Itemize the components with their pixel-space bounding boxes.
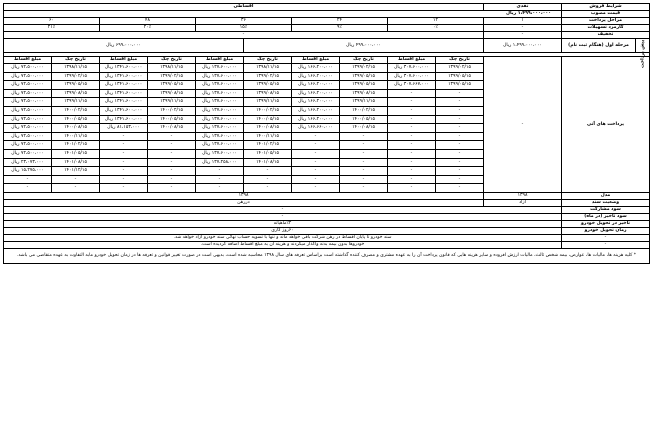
installment-date: ۱۴۰۰/۱۱/۱۵	[52, 132, 100, 141]
currency-unit: ریال	[202, 65, 211, 71]
installment-amount: -	[388, 141, 436, 150]
amount-value: ۱۳۷،۶۰۰،۰۰۰	[211, 90, 237, 96]
installment-date: -	[148, 167, 196, 176]
installment-col-head: مبلغ اقساط	[196, 57, 244, 64]
delay-penalty-value: -	[4, 213, 562, 220]
installment-date: ۱۴۰۰/۰۲/۱۵	[52, 106, 100, 115]
installment-amount: -	[100, 158, 148, 167]
currency-unit: ریال	[298, 99, 307, 105]
amount-value: ۱۶۶،۲۰۰،۰۰۰	[307, 82, 333, 88]
currency-unit: ریال	[298, 82, 307, 88]
installment-amount	[196, 106, 244, 115]
installment-amount	[4, 167, 52, 176]
amount-value: ۱۳۷،۶۰۰،۰۰۰	[211, 125, 237, 131]
installment-date: -	[436, 141, 484, 150]
installment-date: ۱۳۹۹/۰۲/۱۵	[148, 72, 196, 81]
amount-value: ۷۲،۵۰۰،۰۰۰	[20, 116, 44, 122]
amount-value: ۷۲،۵۰۰،۰۰۰	[20, 151, 44, 157]
installment-col-head: تاریخ چک	[436, 57, 484, 64]
installment-amount	[4, 81, 52, 90]
installment-date: ۱۴۰۰/۰۲/۱۵	[340, 106, 388, 115]
amount-value: ۱۶۶،۲۰۰،۰۰۰	[307, 108, 333, 114]
installment-amount	[196, 81, 244, 90]
installment-amount: -	[100, 175, 148, 184]
amount-value: ۷۲،۵۰۰،۰۰۰	[20, 82, 44, 88]
model-installment: ۱۳۹۸	[4, 192, 484, 199]
currency-unit: ریال	[298, 90, 307, 96]
currency-unit: ریال	[107, 125, 116, 131]
currency-unit: ریال	[394, 65, 403, 71]
installment-amount	[292, 81, 340, 90]
installment-date: -	[340, 175, 388, 184]
installment-amount	[388, 64, 436, 73]
stages-label: مراحل پرداخت	[562, 18, 650, 25]
currency-unit: ریال	[202, 151, 211, 157]
installment-amount	[100, 72, 148, 81]
currency-unit: ریال	[202, 125, 211, 131]
amount-value: ۱۶۶،۲۰۰،۰۰۰	[307, 90, 333, 96]
installment-date: ۱۴۰۰/۰۲/۱۵	[244, 106, 292, 115]
currency-unit: ریال	[104, 73, 114, 79]
installment-date: -	[52, 184, 100, 193]
installment-date: ۱۳۹۹/۰۵/۱۵	[244, 81, 292, 90]
installment-amount	[100, 89, 148, 98]
currency-unit: ریال	[104, 90, 114, 96]
price-value: ۱،۴۹۹،۰۰۰،۰۰۰ ریال	[4, 11, 562, 18]
amount-value: ۱۳۴۱،۶۰۰،۰۰۰	[114, 99, 143, 105]
installment-date: ۱۴۰۱/۰۸/۱۵	[52, 158, 100, 167]
cash-header: نقدی	[484, 4, 562, 11]
currency-unit: ریال	[202, 108, 211, 114]
installment-date: ۱۴۰۱/۰۵/۱۵	[244, 149, 292, 158]
currency-unit: ریال	[394, 73, 403, 79]
amount-value: ۱۶۶،۲۰۰،۰۰۰	[307, 65, 333, 71]
note-2: خودروها بدون بیمه بدنه واگذار میگردند و هزینه آن به مبلغ اقساط اضافه گردیده است.	[4, 241, 562, 248]
installment-amount: -	[388, 184, 436, 193]
delay-compensation-label: تاخیر در تحویل خودرو	[562, 220, 650, 227]
installment-date: -	[52, 175, 100, 184]
currency-unit: ریال	[202, 159, 211, 165]
installment-date: ۱۴۰۰/۰۵/۱۵	[52, 115, 100, 124]
installment-date: ۱۴۰۱/۱۲/۱۵	[52, 167, 100, 176]
installment-date: ۱۳۹۹/۱۱/۱۵	[148, 98, 196, 107]
installment-date: ۱۳۹۸/۱۱/۱۵	[244, 64, 292, 73]
amount-value: ۱۳۷،۲۵۸،۰۰۰	[211, 159, 237, 165]
installment-amount: -	[292, 132, 340, 141]
installment-date: -	[148, 175, 196, 184]
note-2-dash: -	[562, 241, 650, 248]
amount-value: ۳۰۷،۶۶۷،۰۰۰	[403, 82, 429, 88]
installment-date: ۱۴۰۰/۰۸/۱۵	[340, 124, 388, 133]
installment-amount: -	[292, 158, 340, 167]
amount-value: ۷۲،۵۰۰،۰۰۰	[20, 99, 44, 105]
installment-amount: -	[388, 115, 436, 124]
installment-amount	[292, 98, 340, 107]
installment-amount: -	[100, 149, 148, 158]
installments-cash: -	[484, 57, 562, 193]
installment-date: ۱۳۹۹/۰۲/۱۵	[244, 72, 292, 81]
fee-0: ۰٪	[388, 25, 484, 32]
installment-date: -	[244, 167, 292, 176]
installment-date: -	[436, 89, 484, 98]
installment-date: ۱۳۹۹/۰۸/۱۵	[148, 89, 196, 98]
fee-cash: -	[484, 25, 562, 32]
installment-date: ۱۴۰۱/۰۸/۱۵	[244, 158, 292, 167]
installment-date: -	[148, 141, 196, 150]
amount-value: ۷۲،۵۰۰،۰۰۰	[20, 73, 44, 79]
delivery-value: ۶۰روز کاری	[4, 227, 562, 234]
installment-amount	[100, 124, 148, 133]
installment-date: -	[340, 132, 388, 141]
partnership-label: سود مشارکت	[562, 206, 650, 213]
currency-unit: ریال	[202, 73, 211, 79]
installment-date: ۱۳۹۹/۰۸/۱۵	[52, 89, 100, 98]
currency-unit: ریال	[11, 159, 20, 165]
amount-value: ۱۳۴۱،۶۰۰،۰۰۰	[114, 116, 143, 122]
amount-value: ۱۳۷،۶۰۰،۰۰۰	[211, 133, 237, 139]
installment-date: ۱۳۹۹/۰۵/۱۵	[436, 72, 484, 81]
delivery-label: زمان تحویل خودرو	[562, 227, 650, 234]
installment-amount	[4, 141, 52, 150]
installment-amount: -	[388, 98, 436, 107]
installment-date: ۱۳۹۹/۰۲/۱۵	[52, 72, 100, 81]
stages-12: ۱۲	[388, 18, 484, 25]
installment-date: -	[148, 158, 196, 167]
amount-value: ۱۳۷،۶۰۰،۰۰۰	[211, 142, 237, 148]
price-label: قیمت مصوب	[562, 11, 650, 18]
currency-unit: ریال	[202, 99, 211, 105]
stages-48: ۴۸	[100, 18, 196, 25]
currency-unit: ریال	[104, 108, 114, 114]
amount-value: ۱۳۴۱،۶۰۰،۰۰۰	[114, 73, 143, 79]
installment-col-head: تاریخ چک	[148, 57, 196, 64]
installment-amount	[292, 64, 340, 73]
installment-amount: -	[196, 167, 244, 176]
installment-amount	[100, 98, 148, 107]
delay-penalty-label: سود تاخیر (در ماه)	[562, 213, 650, 220]
amount-value: ۱۳۴۱،۶۰۰،۰۰۰	[114, 90, 143, 96]
installment-date: ۱۳۹۹/۰۲/۱۵	[436, 64, 484, 73]
amount-value: ۱۶۶،۲۰۰،۰۰۰	[307, 116, 333, 122]
installment-header: اقساطی	[4, 4, 484, 11]
installment-date: -	[148, 132, 196, 141]
installment-amount	[196, 124, 244, 133]
installment-amount	[4, 72, 52, 81]
installment-amount	[292, 115, 340, 124]
fee-9: ۹٪	[292, 25, 388, 32]
installment-amount	[100, 115, 148, 124]
installment-date: ۱۳۹۹/۰۵/۱۵	[148, 81, 196, 90]
installment-date: ۱۴۰۰/۰۸/۱۵	[148, 124, 196, 133]
first-payment-b: ۶۹۹،۰۰۰،۰۰۰ ریال	[4, 39, 244, 53]
installment-amount	[4, 64, 52, 73]
currency-unit: ریال	[298, 108, 307, 114]
currency-unit: ریال	[298, 125, 307, 131]
amount-value: ۱۳۴۱،۶۰۰،۰۰۰	[114, 65, 143, 71]
installment-amount	[292, 72, 340, 81]
installment-date: -	[340, 167, 388, 176]
installment-date: -	[340, 149, 388, 158]
amount-value: ۱۳۷،۶۰۰،۰۰۰	[211, 99, 237, 105]
amount-value: ۲۳،۰۷۳،۰۰۰	[20, 159, 44, 165]
currency-unit: ریال	[11, 108, 20, 114]
installment-date: ۱۴۰۰/۱۱/۱۵	[244, 132, 292, 141]
installment-amount: -	[388, 124, 436, 133]
amount-value: ۱۳۷،۶۰۰،۰۰۰	[211, 65, 237, 71]
currency-unit: ریال	[11, 82, 20, 88]
installment-col-head: مبلغ اقساط	[100, 57, 148, 64]
amount-value: ۱۶۶،۲۰۰،۰۰۰	[307, 73, 333, 79]
fee-label: کارمزد تسهیلات	[562, 25, 650, 32]
amount-value: ۸۱،۱۵۳،۰۰۰	[116, 125, 140, 131]
installment-date: ۱۴۰۱/۰۲/۱۵	[244, 141, 292, 150]
stages-60: ۶۰	[4, 18, 100, 25]
currency-unit: ریال	[104, 82, 114, 88]
installment-amount	[196, 158, 244, 167]
guarantee-cash: آزاد	[484, 199, 562, 206]
installment-amount	[292, 106, 340, 115]
installment-date: ۱۳۹۹/۰۸/۱۵	[340, 89, 388, 98]
installment-date: ۱۳۹۹/۰۵/۱۵	[436, 81, 484, 90]
currency-unit: ریال	[202, 116, 211, 122]
installment-amount	[4, 158, 52, 167]
amount-value: ۱۳۷،۶۰۰،۰۰۰	[211, 82, 237, 88]
currency-unit: ریال	[202, 133, 211, 139]
amount-value: ۷۲،۵۰۰،۰۰۰	[20, 108, 44, 114]
installment-date: -	[340, 158, 388, 167]
installment-date: ۱۳۹۹/۰۵/۱۵	[52, 81, 100, 90]
installment-amount	[292, 124, 340, 133]
installment-date: -	[436, 158, 484, 167]
installment-date: ۱۳۹۹/۰۵/۱۵	[340, 81, 388, 90]
installment-amount: -	[196, 184, 244, 193]
installment-amount	[100, 81, 148, 90]
installment-date: -	[436, 132, 484, 141]
installment-amount	[388, 72, 436, 81]
installment-col-head: تاریخ چک	[244, 57, 292, 64]
installment-amount: -	[100, 167, 148, 176]
fee-15: ۱۵٪	[196, 25, 292, 32]
amount-value: ۱۳۷،۶۰۰،۰۰۰	[211, 73, 237, 79]
installment-amount: -	[292, 149, 340, 158]
amount-value: ۱۳۴۱،۶۰۰،۰۰۰	[114, 82, 143, 88]
installment-amount	[196, 141, 244, 150]
installment-col-head: تاریخ چک	[52, 57, 100, 64]
installment-date: ۱۴۰۱/۰۲/۱۵	[52, 141, 100, 150]
installment-amount	[196, 89, 244, 98]
installments-label: پرداخت های آتی	[562, 57, 650, 193]
currency-unit: ریال	[104, 65, 114, 71]
installment-col-head: مبلغ اقساط	[388, 57, 436, 64]
currency-unit: ریال	[11, 151, 20, 157]
installment-amount: -	[388, 106, 436, 115]
first-payment-cash: ۱،۴۹۹،۰۰۰،۰۰۰ ریال	[484, 39, 562, 53]
stages-cash: ۱	[484, 18, 562, 25]
conditions-header: شرایط فروش	[562, 4, 650, 11]
installment-date: -	[148, 184, 196, 193]
installment-amount	[196, 149, 244, 158]
currency-unit: ریال	[104, 99, 114, 105]
installment-date: -	[436, 149, 484, 158]
installment-amount: -	[388, 158, 436, 167]
currency-unit: ریال	[298, 116, 307, 122]
first-payment-label: مرحله اول (هنگام ثبت نام)	[562, 39, 636, 53]
installment-amount	[292, 89, 340, 98]
installment-date: ۱۴۰۰/۰۸/۱۵	[244, 124, 292, 133]
currency-unit: ریال	[11, 90, 20, 96]
installment-amount	[196, 64, 244, 73]
currency-unit: ریال	[11, 116, 20, 122]
installment-date: ۱۴۰۰/۰۵/۱۵	[340, 115, 388, 124]
installment-date: ۱۴۰۱/۰۵/۱۵	[52, 149, 100, 158]
discount-label: تخفیف	[562, 32, 650, 39]
amount-value: ۱۳۷،۶۰۰،۰۰۰	[211, 116, 237, 122]
installment-date: -	[436, 106, 484, 115]
installment-date: -	[436, 124, 484, 133]
fee-21: ۲۱٪	[4, 25, 100, 32]
installment-date: ۱۴۰۰/۰۵/۱۵	[148, 115, 196, 124]
installment-date: ۱۳۹۸/۱۱/۱۵	[52, 64, 100, 73]
amount-value: ۷۲،۵۰۰،۰۰۰	[20, 65, 44, 71]
currency-unit: ریال	[11, 133, 20, 139]
installment-date: -	[244, 184, 292, 193]
installment-col-head: مبلغ اقساط	[292, 57, 340, 64]
installment-col-head: مبلغ اقساط	[4, 57, 52, 64]
installment-amount	[100, 106, 148, 115]
amount-value: ۱۳۷،۶۰۰،۰۰۰	[211, 108, 237, 114]
note-1-dash: -	[562, 234, 650, 241]
partnership-value: -	[4, 206, 562, 213]
model-label: مدل	[562, 192, 650, 199]
stages-24: ۲۴	[292, 18, 388, 25]
installment-date: -	[340, 141, 388, 150]
installment-date: ۱۴۰۰/۰۸/۱۵	[52, 124, 100, 133]
discount-installment: -	[4, 32, 484, 39]
installment-amount: -	[388, 89, 436, 98]
currency-unit: ریال	[11, 99, 20, 105]
installment-amount: -	[4, 184, 52, 193]
installment-amount	[196, 72, 244, 81]
installment-date: -	[436, 184, 484, 193]
installment-amount: -	[388, 132, 436, 141]
delay-compensation-value: ٪۲ماهیانه	[4, 220, 562, 227]
installment-amount: -	[100, 184, 148, 193]
currency-unit: ریال	[202, 82, 211, 88]
installment-amount: -	[292, 167, 340, 176]
installment-amount: -	[388, 167, 436, 176]
installment-date: -	[436, 175, 484, 184]
currency-unit: ریال	[11, 142, 20, 148]
amount-value: ۷۲،۵۰۰،۰۰۰	[20, 133, 44, 139]
first-payment-a: ۴۹۹،۰۰۰،۰۰۰ ریال	[244, 39, 484, 53]
sales-terms-sheet	[3, 3, 647, 429]
fee-20: ۲۰٪	[100, 25, 196, 32]
installment-amount	[4, 124, 52, 133]
amount-value: ۳۰۷،۶۰۰،۰۰۰	[403, 65, 429, 71]
installment-amount: -	[4, 175, 52, 184]
currency-unit: ریال	[298, 65, 307, 71]
note-3: * کلیه هزینه ها، مالیات ها، عوارض، بیمه شخص ثالث، مالیات ارزش افزوده و سایر هزینه هایی که قانون پرداخت آن را به عهده مشتری و مصرف کننده گذاشته است براساس تعرفه های سال ۱۳۹۸ محاسبه شده است، بدیهی است در صورت تغییر قوانین و تعرفه ها در زمان تحویل خودرو مابه التفاوت به عهده متقاضی می باشد.	[4, 248, 650, 263]
currency-unit: ریال	[11, 65, 20, 71]
note-1: سند خودرو تا پایان اقساط در رهن شرکت باقی خواهد ماند و تنها با تسویه حساب نهائی سند خودرو آزاد خواهد شد.	[4, 234, 562, 241]
currency-unit: ریال	[202, 142, 211, 148]
installment-amount: -	[388, 175, 436, 184]
prepayment-side-label: پیش پرداخت	[636, 39, 650, 53]
currency-unit: ریال	[104, 116, 114, 122]
installment-date: ۱۳۹۹/۰۸/۱۵	[244, 89, 292, 98]
installment-amount	[100, 64, 148, 73]
installment-amount	[4, 98, 52, 107]
installment-date: ۱۳۹۸/۱۱/۱۵	[148, 64, 196, 73]
installment-amount: -	[292, 175, 340, 184]
amount-value: ۷۲،۵۰۰،۰۰۰	[20, 90, 44, 96]
installment-date: -	[436, 98, 484, 107]
discount-cash: -	[484, 32, 562, 39]
amount-value: ۱۳۷،۶۰۰،۰۰۰	[211, 151, 237, 157]
installment-date: -	[436, 167, 484, 176]
guarantee-label: وضعیت سند	[562, 199, 650, 206]
installment-amount: -	[196, 175, 244, 184]
amount-value: ۷۲،۵۰۰،۰۰۰	[20, 142, 44, 148]
amount-value: ۱۶۶،۶۶۰،۰۰۰	[307, 125, 333, 131]
installment-amount	[196, 98, 244, 107]
currency-unit: ریال	[202, 90, 211, 96]
installment-date: -	[340, 184, 388, 193]
installment-amount	[4, 115, 52, 124]
installment-date: ۱۳۹۹/۱۱/۱۵	[52, 98, 100, 107]
installment-date: ۱۴۰۰/۰۲/۱۵	[148, 106, 196, 115]
amount-value: ۷۲،۵۰۰،۰۰۰	[20, 125, 44, 131]
currency-unit: ریال	[11, 73, 20, 79]
guarantee-installment: دررهن	[4, 199, 484, 206]
installment-amount	[4, 89, 52, 98]
amount-value: ۳۰۷،۶۰۰،۰۰۰	[403, 73, 429, 79]
sales-terms-table	[3, 3, 650, 264]
installment-amount: -	[100, 141, 148, 150]
installment-date: ۱۳۹۹/۰۲/۱۵	[340, 64, 388, 73]
currency-unit: ریال	[11, 168, 20, 174]
installment-date: -	[436, 115, 484, 124]
currency-unit: ریال	[298, 73, 307, 79]
installment-date: ۱۳۹۹/۱۱/۱۵	[244, 98, 292, 107]
amount-value: ۱۶۶،۲۰۰،۰۰۰	[307, 99, 333, 105]
currency-unit: ریال	[11, 125, 20, 131]
installment-amount	[196, 132, 244, 141]
installment-date: ۱۳۹۹/۰۵/۱۵	[340, 72, 388, 81]
installment-amount: -	[292, 141, 340, 150]
installment-amount	[4, 106, 52, 115]
stages-36: ۳۶	[196, 18, 292, 25]
installment-date: ۱۴۰۰/۰۵/۱۵	[244, 115, 292, 124]
installment-date: -	[244, 175, 292, 184]
installment-amount	[196, 115, 244, 124]
amount-value: ۱۵،۲۷۵،۰۰۰	[20, 168, 44, 174]
installment-date: -	[148, 149, 196, 158]
installment-amount: -	[292, 184, 340, 193]
model-cash: ۱۳۹۸	[484, 192, 562, 199]
installment-amount	[4, 132, 52, 141]
installment-amount: -	[100, 132, 148, 141]
currency-unit: ریال	[394, 82, 403, 88]
installment-amount: -	[388, 149, 436, 158]
amount-value: ۱۳۴۱،۶۰۰،۰۰۰	[114, 108, 143, 114]
installment-amount	[388, 81, 436, 90]
installment-amount	[4, 149, 52, 158]
installment-col-head: تاریخ چک	[340, 57, 388, 64]
installment-date: ۱۳۹۹/۱۱/۱۵	[340, 98, 388, 107]
